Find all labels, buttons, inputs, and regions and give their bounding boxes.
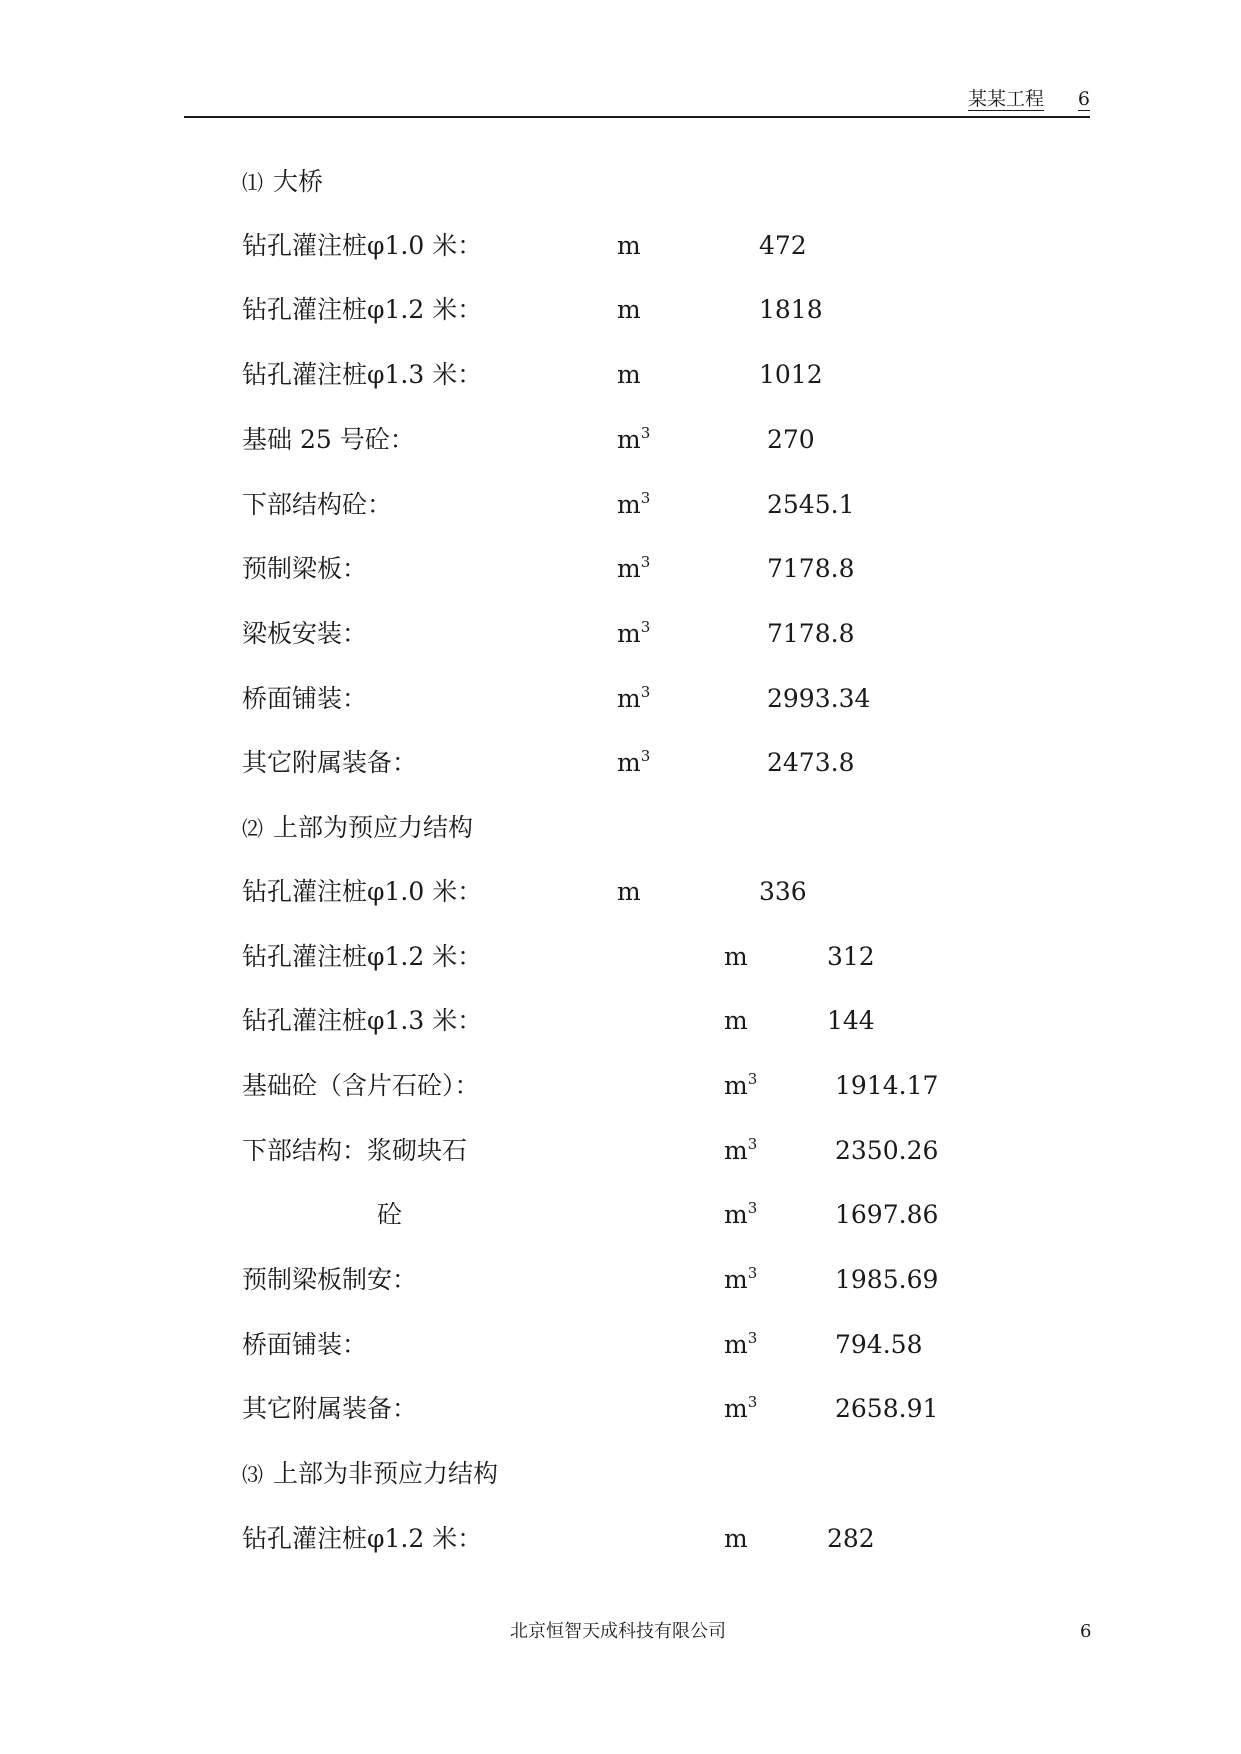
item-unit: $m^3$	[617, 424, 651, 454]
list-item	[0, 226, 1241, 266]
item-value: 1985.69	[835, 1265, 939, 1294]
item-label: 基础 25 号砼：	[242, 425, 415, 454]
item-value: 1818	[759, 295, 823, 324]
item-value: 2545.1	[767, 490, 855, 519]
list-item	[0, 1001, 1241, 1041]
item-value: 2473.8	[767, 748, 855, 777]
item-unit: m	[617, 877, 641, 906]
item-label: 预制梁板：	[242, 554, 368, 583]
item-unit: m	[724, 1006, 748, 1035]
item-unit: $m^3$	[724, 1199, 758, 1229]
item-unit: $m^3$	[724, 1070, 758, 1100]
item-value: 2658.91	[835, 1394, 939, 1423]
item-unit: $m^3$	[724, 1329, 758, 1359]
list-item	[0, 937, 1241, 977]
item-label: 下部结构：浆砌块石	[242, 1136, 468, 1165]
item-unit: m	[617, 231, 641, 260]
footer-page-number: 6	[1080, 1621, 1092, 1642]
item-unit: $m^3$	[724, 1135, 758, 1165]
item-unit: m	[724, 942, 748, 971]
item-value: 1697.86	[835, 1200, 939, 1229]
list-item	[0, 1260, 1241, 1300]
footer-company: 北京恒智天成科技有限公司	[510, 1621, 726, 1642]
item-unit: $m^3$	[617, 489, 651, 519]
list-item	[0, 290, 1241, 330]
item-label: 钻孔灌注桩φ1.2 米：	[242, 1524, 483, 1553]
item-unit: $m^3$	[724, 1264, 758, 1294]
item-unit: $m^3$	[617, 553, 651, 583]
section-title: 上部为非预应力结构	[273, 1459, 499, 1488]
item-label: 钻孔灌注桩φ1.3 米：	[242, 1006, 483, 1035]
section-title: 大桥	[273, 167, 324, 196]
item-value: 282	[827, 1524, 875, 1553]
item-label: 钻孔灌注桩φ1.2 米：	[242, 295, 483, 324]
list-item	[0, 743, 1241, 783]
item-label: 下部结构砼：	[242, 490, 393, 519]
item-label: 钻孔灌注桩φ1.0 米：	[242, 231, 483, 260]
item-unit: $m^3$	[724, 1393, 758, 1423]
item-value: 1914.17	[835, 1071, 939, 1100]
item-value: 2350.26	[835, 1136, 939, 1165]
item-label: 基础砼（含片石砼）：	[242, 1071, 480, 1100]
item-value: 794.58	[835, 1330, 923, 1359]
item-label: 砼	[377, 1200, 403, 1229]
section-title: 上部为预应力结构	[273, 813, 474, 842]
list-item	[0, 1389, 1241, 1429]
header-title: 某某工程	[967, 88, 1044, 110]
item-label: 梁板安装：	[242, 619, 368, 648]
item-label: 其它附属装备：	[242, 748, 418, 777]
item-label: 桥面铺装：	[242, 1330, 368, 1359]
section-number: ⑵	[242, 817, 263, 841]
item-value: 7178.8	[767, 554, 855, 583]
header-page-number: 6	[1077, 88, 1090, 110]
item-label: 桥面铺装：	[242, 684, 368, 713]
list-item	[0, 1519, 1241, 1559]
item-label: 预制梁板制安：	[242, 1265, 418, 1294]
item-unit: $m^3$	[617, 618, 651, 648]
item-unit: $m^3$	[617, 747, 651, 777]
list-item	[0, 872, 1241, 912]
list-item	[0, 355, 1241, 395]
item-value: 1012	[759, 360, 823, 389]
item-label: 其它附属装备：	[242, 1394, 418, 1423]
list-item	[0, 1066, 1241, 1106]
item-value: 2993.34	[767, 684, 871, 713]
item-value: 7178.8	[767, 619, 855, 648]
section-heading	[0, 808, 1241, 848]
list-item	[0, 679, 1241, 719]
page-footer	[0, 1617, 1241, 1647]
item-unit: m	[617, 360, 641, 389]
section-heading	[0, 1454, 1241, 1494]
section-number: ⑶	[242, 1463, 263, 1487]
item-unit: m	[617, 295, 641, 324]
item-value: 472	[759, 231, 807, 260]
item-value: 270	[767, 425, 815, 454]
item-label: 钻孔灌注桩φ1.2 米：	[242, 942, 483, 971]
list-item	[0, 485, 1241, 525]
item-unit: $m^3$	[617, 683, 651, 713]
list-item	[0, 549, 1241, 589]
item-value: 312	[827, 942, 875, 971]
item-value: 336	[759, 877, 807, 906]
section-number: ⑴	[242, 171, 263, 195]
list-item	[0, 420, 1241, 460]
section-heading	[0, 162, 1241, 202]
list-item	[0, 1325, 1241, 1365]
list-item	[0, 1131, 1241, 1171]
item-label: 钻孔灌注桩φ1.3 米：	[242, 360, 483, 389]
item-value: 144	[827, 1006, 875, 1035]
list-item	[0, 614, 1241, 654]
item-unit: m	[724, 1524, 748, 1553]
item-label: 钻孔灌注桩φ1.0 米：	[242, 877, 483, 906]
list-item	[0, 1195, 1241, 1235]
